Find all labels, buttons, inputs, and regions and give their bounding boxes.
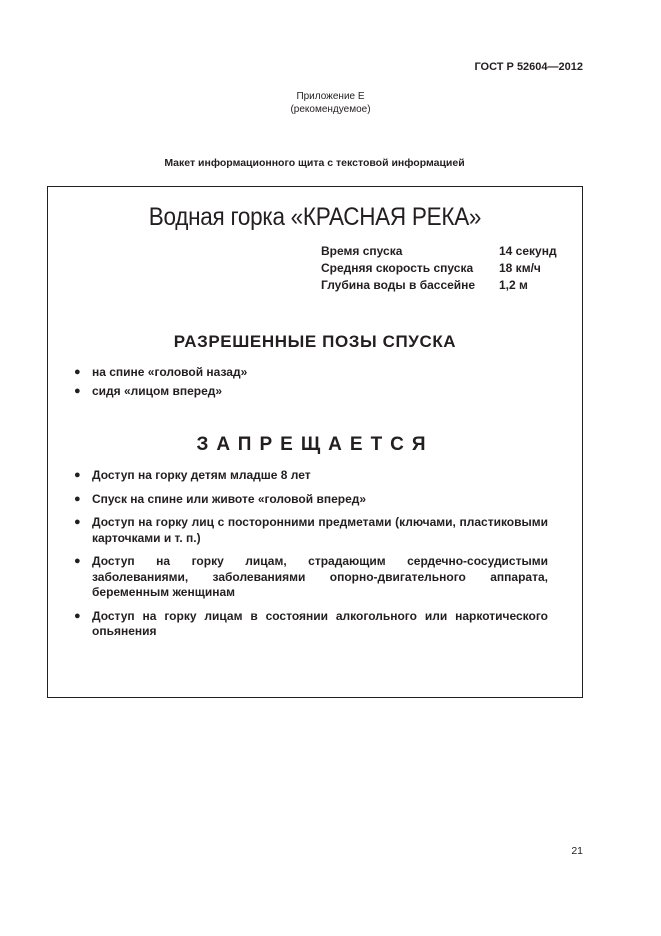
list-item-text: Доступ на горку лицам в состоянии алкогольного или наркотического опьянения xyxy=(92,608,548,638)
forbidden-heading: ЗАПРЕЩАЕТСЯ xyxy=(196,434,434,455)
stat-label: Глубина воды в бассейне xyxy=(321,278,476,292)
annex-heading xyxy=(0,90,661,116)
bullet-icon: ● xyxy=(74,609,81,622)
list-item xyxy=(74,468,548,484)
info-board xyxy=(47,186,583,698)
board-title: Водная горка «КРАСНАЯ РЕКА» xyxy=(148,203,482,231)
list-item-text: на спине «головой назад» xyxy=(92,365,248,379)
page-number: 21 xyxy=(571,845,583,857)
annex-status: (рекомендуемое) xyxy=(290,104,371,115)
allowed-heading: РАЗРЕШЕННЫЕ ПОЗЫ СПУСКА xyxy=(173,332,457,351)
list-item-text: Доступ на горку лицам, страдающим сердечно-сосудистыми заболеваниями, заболеваниями опорно-двигательного аппарата, беременным женщинам xyxy=(92,554,548,599)
slide-stats-table xyxy=(321,243,557,294)
stat-label: Средняя скорость спуска xyxy=(321,261,474,275)
stat-row-average-speed xyxy=(321,260,557,277)
stat-row-descent-time xyxy=(321,243,557,260)
bullet-icon: ● xyxy=(74,366,81,378)
figure-caption: Макет информационного щита с текстовой информацией xyxy=(164,157,465,169)
list-item xyxy=(74,515,548,546)
forbidden-list xyxy=(74,468,548,648)
annex-title: Приложение Е xyxy=(296,91,365,102)
list-item-text: Доступ на горку детям младше 8 лет xyxy=(92,468,311,482)
bullet-icon: ● xyxy=(74,384,81,397)
list-item-text: сидя «лицом вперед» xyxy=(92,383,223,398)
list-item-text: Доступ на горку лиц с посторонними предметами (ключами, пластиковыми карточками и т. п.) xyxy=(92,515,548,545)
stat-row-pool-depth xyxy=(321,277,557,294)
bullet-icon: ● xyxy=(74,555,81,567)
list-item xyxy=(74,384,548,400)
list-item xyxy=(74,492,548,508)
stat-value: 1,2 м xyxy=(499,278,528,292)
list-item-text: Спуск на спине или животе «головой вперед» xyxy=(92,491,367,506)
bullet-icon: ● xyxy=(74,469,81,481)
list-item xyxy=(74,365,548,381)
list-item xyxy=(74,609,548,640)
bullet-icon: ● xyxy=(74,516,81,528)
stat-value: 14 секунд xyxy=(499,244,557,258)
bullet-icon: ● xyxy=(74,492,81,505)
allowed-list xyxy=(74,365,548,402)
list-item xyxy=(74,554,548,601)
stat-label: Время спуска xyxy=(321,244,403,258)
standard-number: ГОСТ Р 52604—2012 xyxy=(474,61,583,73)
stat-value: 18 км/ч xyxy=(499,261,541,275)
